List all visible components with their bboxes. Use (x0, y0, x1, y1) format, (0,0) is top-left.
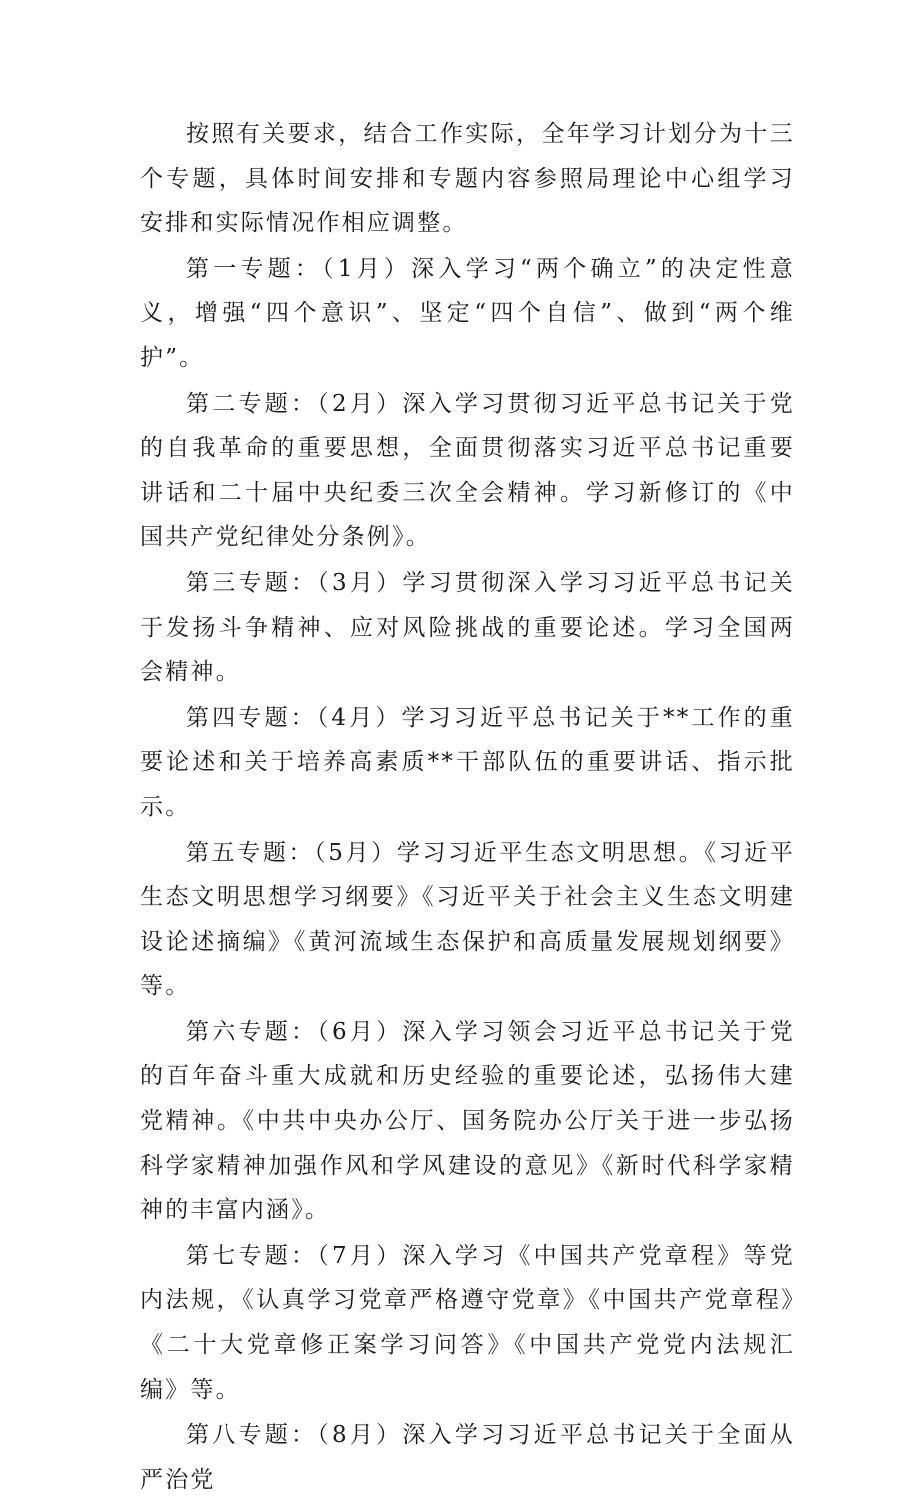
paragraph-topic-2: 第二专题：（2月）深入学习贯彻习近平总书记关于党的自我革命的重要思想，全面贯彻落实习近平总书记重要讲话和二十届中央纪委三次全会精神。学习新修订的《中国共产党纪律处分条例》。 (140, 390, 795, 551)
paragraph-topic-3: 第三专题：（3月）学习贯彻深入学习习近平总书记关于发扬斗争精神、应对风险挑战的重要论述。学习全国两会精神。 (140, 569, 795, 686)
paragraph-intro: 按照有关要求，结合工作实际，全年学习计划分为十三个专题，具体时间安排和专题内容参照局理论中心组学习安排和实际情况作相应调整。 (140, 121, 795, 237)
document-body (140, 112, 795, 1503)
paragraph-topic-7: 第七专题：（7月）深入学习《中国共产党章程》等党内法规，《认真学习党章严格遵守党章》《中国共产党章程》《二十大党章修正案学习问答》《中国共产党党内法规汇编》等。 (140, 1242, 795, 1403)
paragraph-topic-1: 第一专题：（1月）深入学习“两个确立”的决定性意义，增强“四个意识”、坚定“四个自信”、做到“两个维护”。 (140, 255, 795, 371)
paragraph-topic-5: 第五专题：（5月）学习习近平生态文明思想。《习近平生态文明思想学习纲要》《习近平关于社会主义生态文明建设论述摘编》《黄河流域生态保护和高质量发展规划纲要》等。 (140, 839, 795, 1000)
paragraph-topic-4: 第四专题：（4月）学习习近平总书记关于**工作的重要论述和关于培养高素质**干部队伍的重要讲话、指示批示。 (140, 704, 795, 820)
paragraph-topic-8: 第八专题：（8月）深入学习习近平总书记关于全面从严治党 (140, 1422, 795, 1493)
paragraph-topic-6: 第六专题：（6月）深入学习领会习近平总书记关于党的百年奋斗重大成就和历史经验的重要论述，弘扬伟大建党精神。《中共中央办公厅、国务院办公厅关于进一步弘扬科学家精神加强作风和学风建设的意见》《新时代科学家精神的丰富内涵》。 (140, 1018, 795, 1224)
